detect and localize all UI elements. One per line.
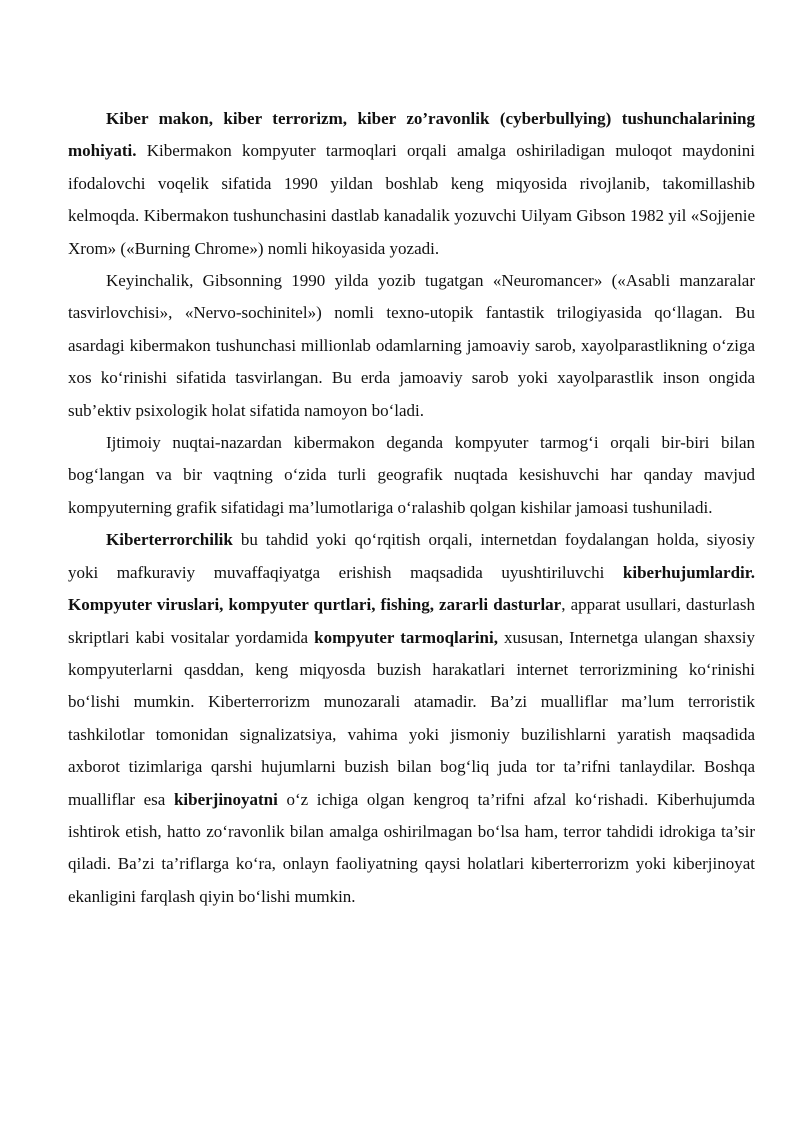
term-tarmoqlar: kompyuter tarmoqlarini, [314, 627, 498, 647]
paragraph-text: , apparat usullari, dasturlash skriptlari kabi vositalar yordamida [68, 595, 755, 647]
paragraph-text: Kibermakon kompyuter tarmoqlari orqali amalga oshiriladigan muloqot maydonini ifodalovchi voqelik sifatida 1990 yildan boshlab keng miqyosida rivojlanib, takomillashib kelmoqda. Kibermakon tushunchasini dastlab kanadalik yozuvchi Uilyam Gibson 1982 yil «Sojjenie Xrom» («Burning Chrome») nomli hikoyasida yozadi. [68, 141, 755, 258]
paragraph-text: Ijtimoiy nuqtai-nazardan kibermakon deganda kompyuter tarmog‘i orqali bir-biri bilan bog‘langan va bir vaqtning o‘zida turli geografik nuqtada kesishuvchi har qanday mavjud kompyuterning grafik sifatidagi ma’lumotlariga o‘ralashib qolgan kishilar jamoasi tushuniladi. [68, 433, 755, 517]
term-kiberterrorchilik: Kiberterrorchilik [106, 530, 233, 550]
paragraph-text: bu tahdid yoki qo‘rqitish orqali, internetdan foydalangan holda, siyosiy yoki mafkuraviy muvaffaqiyatga erishish maqsadida uyushtiriluvchi [68, 530, 755, 582]
term-kiberjinoyat: kiberjinoyatni [173, 789, 278, 809]
paragraph-text: Keyinchalik, Gibsonning 1990 yilda yozib tugatgan «Neuromancer» («Asabli manzaralar tasvirlovchisi», «Nervo-sochinitel») nomli texno-utopik fantastik trilogiyasida qo‘llagan. Bu asardagi kibermakon tushunchasi millionlab odamlarning jamoaviy sarob, xayolparastlikning o‘ziga xos ko‘rinishi sifatida tasvirlangan. Bu erda jamoaviy sarob yoki xayolparastlik inson ongida sub’ektiv psixologik holat sifatida namoyon bo‘ladi. [68, 271, 755, 420]
term-kiberhujumlar: kiberhujumlardir. Kompyuter viruslari, kompyuter qurtlari, fishing, zararli dasturlar [68, 562, 755, 615]
section-heading: Kiber makon, kiber terrorizm, kiber zo’ravonlik (cyberbullying) tushunchalarining mohiyati. [68, 109, 755, 161]
paragraph-social [68, 427, 755, 524]
paragraph-gibson [68, 265, 755, 427]
paragraph-text: xususan, Internetga ulangan shaxsiy kompyuterlarni qasddan, keng miqyosda buzish harakatlari internet terrorizmining ko‘rinishi bo‘lishi mumkin. Kiberterrorizm munozarali atamadir. Ba’zi mualliflar ma’lum terroristik tashkilotlar tomonidan signalizatsiya, vahima yoki jismoniy buzilishlarni yaratish maqsadida axborot tizimlariga qarshi hujumlarni buzish bilan bog‘liq juda tor ta’rifni tanlaydilar. Boshqa mualliflar esa [68, 627, 755, 809]
paragraph-text: o‘z ichiga olgan kengroq ta’rifni afzal ko‘rishadi. Kiberhujumda ishtirok etish, hatto zo‘ravonlik bilan amalga oshirilmagan bo‘lsa ham, terror tahdidi idrokiga ta’sir qiladi. Ba’zi ta’riflarga ko‘ra, onlayn faoliyatning qaysi holatlari kiberterrorizm yoki kiberjinoyat ekanligini farqlash qiyin bo‘lishi mumkin. [68, 789, 755, 906]
paragraph-cyberterrorism [68, 524, 755, 913]
paragraph-intro [68, 103, 755, 265]
document-page [68, 103, 755, 913]
